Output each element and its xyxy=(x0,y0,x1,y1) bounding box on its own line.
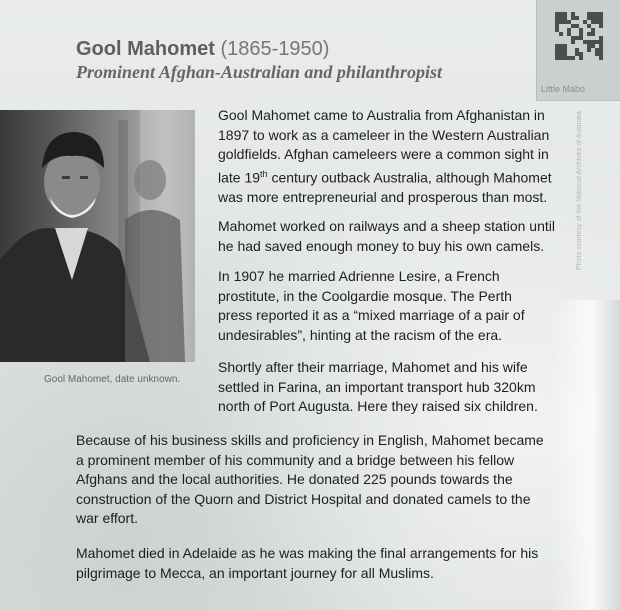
text-line: was more entrepreneurial and prosperous than most. xyxy=(218,188,548,205)
text-line: settled in Farina, an important transport hub 320km xyxy=(218,378,536,395)
text-line: late 19th century outback Australia, although Mahomet xyxy=(218,168,552,186)
text-line: construction of the Quorn and District Hospital and donated camels to the xyxy=(76,490,531,507)
paragraph-death xyxy=(76,544,538,583)
text-line: pilgrimage to Mecca, an important journey for all Muslims. xyxy=(76,564,434,581)
sign-subtitle: Prominent Afghan-Australian and philanthropist xyxy=(76,62,442,82)
paragraph-railways xyxy=(218,217,555,256)
text-line: Mahomet died in Adelaide as he was making the final arrangements for his xyxy=(76,545,539,561)
text-line: goldfields. Afghan cameleers were a common sight in xyxy=(218,146,549,162)
title-name: Gool Mahomet xyxy=(76,38,215,60)
qr-code-icon xyxy=(555,12,603,60)
title-dates: (1865-1950) xyxy=(220,38,330,60)
sign-title xyxy=(76,38,329,61)
text-line: 1897 to work as a cameleer in the Western Australian xyxy=(218,126,550,143)
text-line: a prominent member of his community and a bridge between his fellow xyxy=(76,451,515,468)
text-line: war effort. xyxy=(76,510,138,526)
text-line: Shortly after their marriage, Mahomet and his wife xyxy=(218,359,528,375)
qr-code-panel xyxy=(536,0,620,101)
text-line: Mahomet worked on railways and a sheep station until xyxy=(218,218,555,234)
text-line: press reported it as a “mixed marriage of a pair of xyxy=(218,307,525,323)
portrait-photo xyxy=(0,110,195,362)
photo-caption: Gool Mahomet, date unknown. xyxy=(44,374,181,385)
text-line: Gool Mahomet came to Australia from Afghanistan in xyxy=(218,107,545,123)
paragraph-community xyxy=(76,431,544,529)
text-line: undesirables”, hinting at the racism of the era. xyxy=(218,326,503,343)
text-line: prostitute, in the Coolgardie mosque. The Perth xyxy=(218,287,512,304)
text-line: he had saved enough money to buy his own camels. xyxy=(218,237,545,254)
paragraph-arrival xyxy=(218,106,552,207)
glare-reflection xyxy=(550,300,620,610)
paragraph-marriage xyxy=(218,267,525,345)
man-portrait-image xyxy=(0,110,195,362)
qr-caption: Little Mabo xyxy=(541,84,586,94)
paragraph-farina xyxy=(218,358,538,417)
text-line: north of Port Augusta. Here they raised six children. xyxy=(218,398,538,414)
text-line: Because of his business skills and proficiency in English, Mahomet became xyxy=(76,432,544,448)
text-line: In 1907 he married Adrienne Lesire, a French xyxy=(218,268,500,284)
text-line: Afghans and the local authorities. He donated 225 pounds towards the xyxy=(76,471,513,487)
photo-credit-vertical: Photo courtesy of the National Archives of Australia xyxy=(576,111,583,270)
